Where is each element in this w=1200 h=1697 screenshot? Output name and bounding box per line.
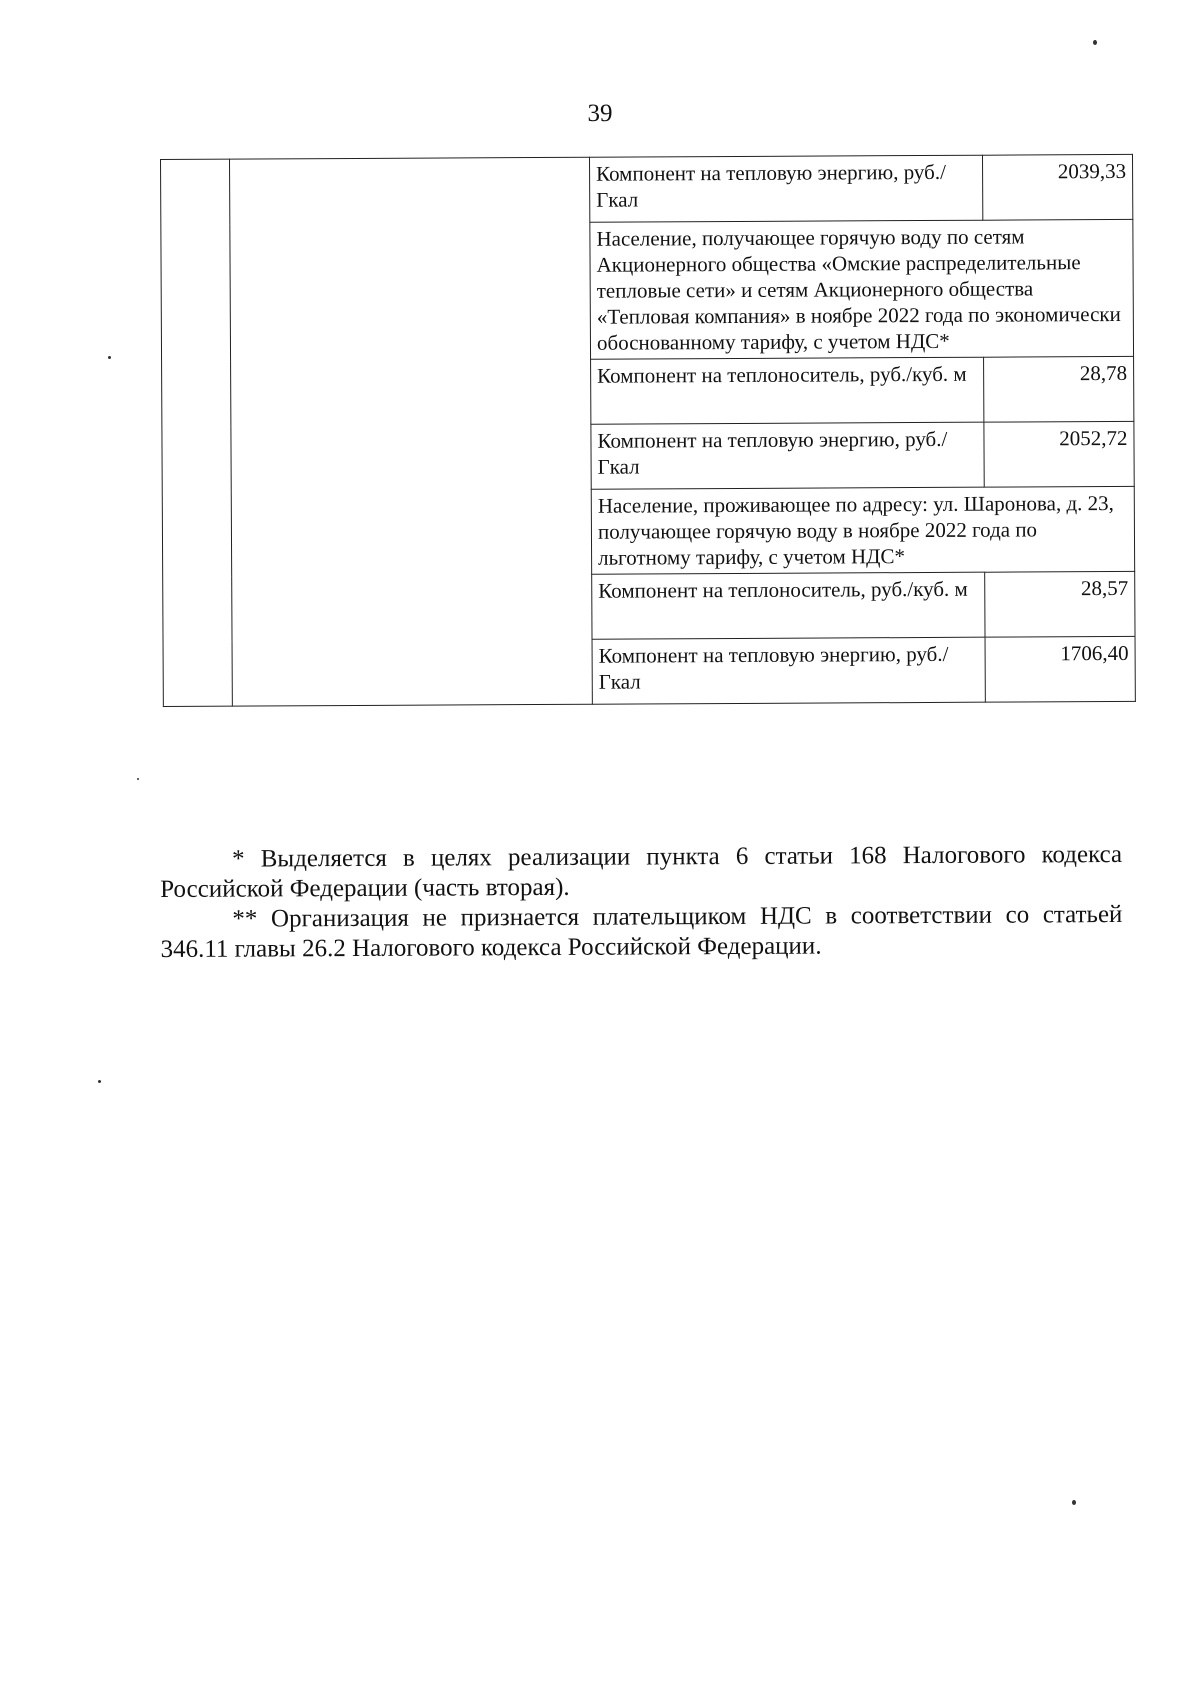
scan-speck: [108, 356, 111, 359]
tariff-table-container: [160, 154, 1136, 707]
component-value: 28,78: [984, 356, 1134, 422]
organization-column-cell: [230, 157, 593, 706]
component-label: Компонент на тепловую энергию, руб./Гкал: [589, 155, 982, 222]
component-label: Компонент на теплоноситель, руб./куб. м: [592, 572, 985, 639]
component-label: Компонент на тепловую энергию, руб./Гкал: [592, 637, 985, 704]
scan-speck: [98, 1080, 101, 1083]
table-row: [161, 154, 1133, 224]
scan-speck: [1072, 1500, 1076, 1505]
footnotes: [160, 840, 1123, 965]
component-value: 28,57: [985, 571, 1135, 637]
page-number: 39: [587, 100, 613, 127]
scan-speck: [1093, 40, 1097, 45]
component-value: 2039,33: [982, 154, 1132, 220]
component-label: Компонент на тепловую энергию, руб./Гкал: [591, 422, 984, 489]
footnote-vat: * Выделяется в целях реализации пункта 6 статьи 168 Налогового кодекса Российской Федерации (часть вторая).: [160, 840, 1123, 903]
consumer-group-heading: Население, проживающее по адресу: ул. Шаронова, д. 23, получающее горячую воду в ноябре 2022 года по льготному тарифу, с учетом НДС*: [591, 486, 1134, 574]
component-value: 1706,40: [985, 636, 1135, 702]
component-value: 2052,72: [984, 421, 1134, 487]
tariff-table: [160, 154, 1136, 707]
scan-speck: [137, 778, 139, 780]
number-column-cell: [161, 159, 233, 706]
footnote-not-vat-payer: ** Организация не признается плательщиком НДС в соответствии со статьей 346.11 главы 26.2 Налогового кодекса Российской Федерации.: [160, 900, 1123, 963]
component-label: Компонент на теплоноситель, руб./куб. м: [591, 357, 984, 424]
consumer-group-heading: Население, получающее горячую воду по сетям Акционерного общества «Омские распределительные тепловые сети» и сетям Акционерного общества «Тепловая компания» в ноябре 2022 года по экономически обоснованному тарифу, с учетом НДС*: [590, 219, 1134, 359]
